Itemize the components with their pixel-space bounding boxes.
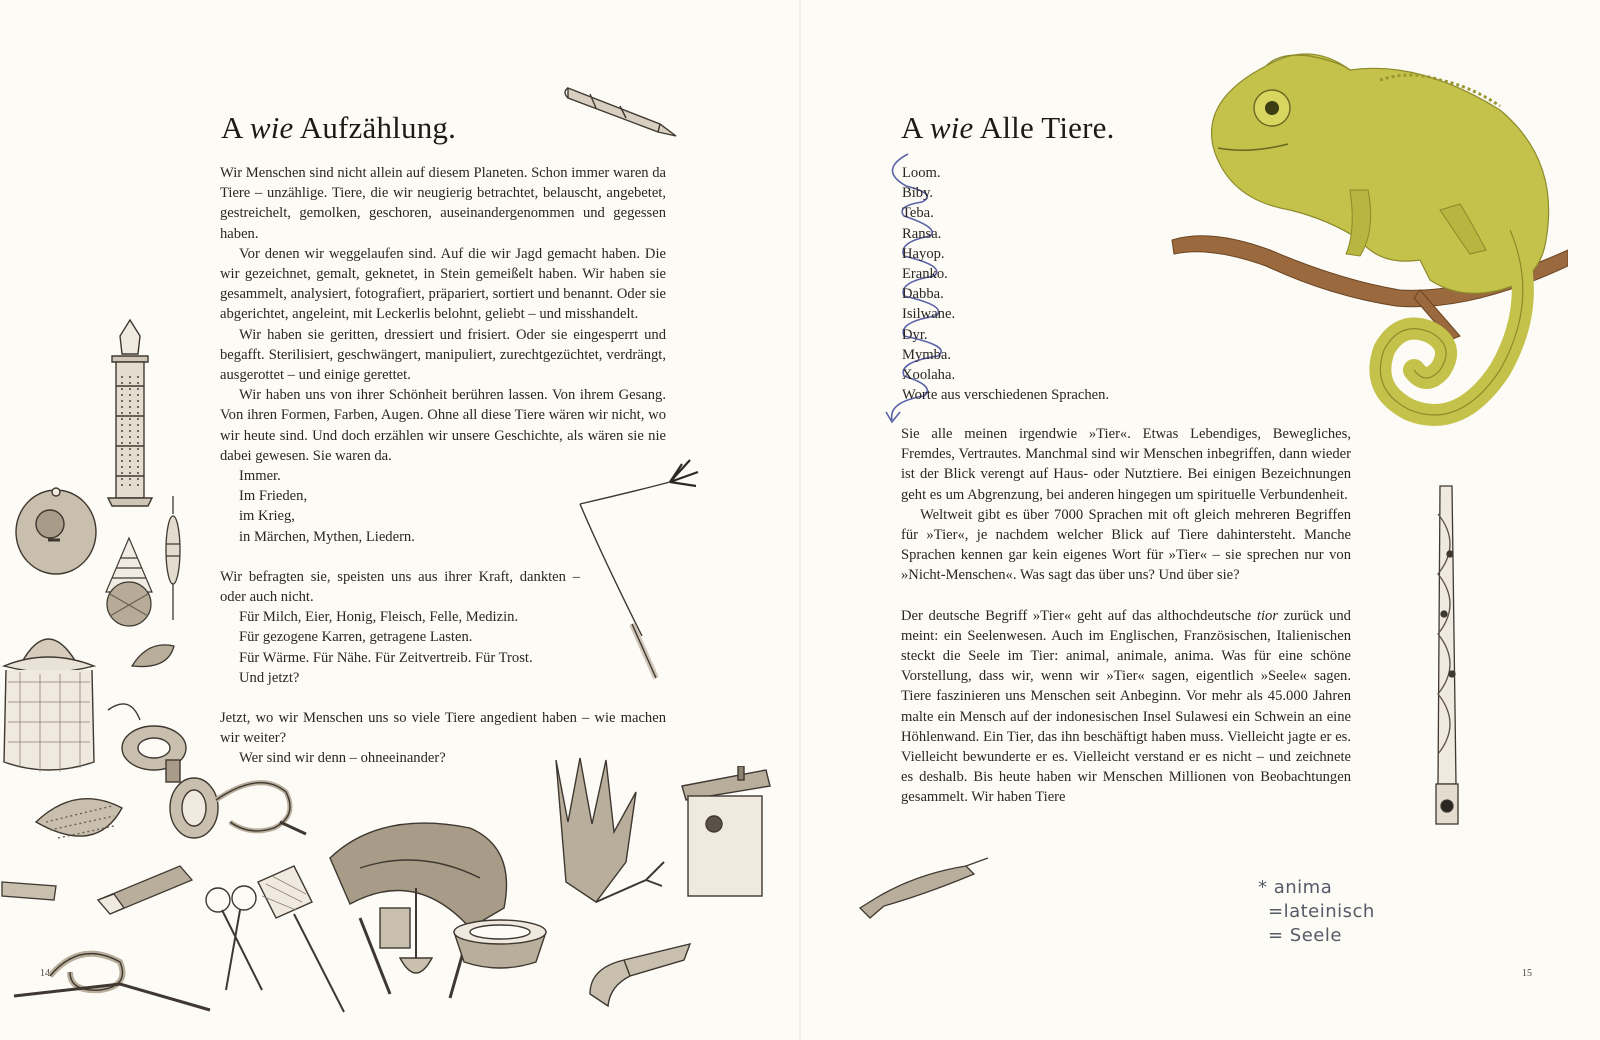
paragraph: Jetzt, wo wir Menschen uns so viele Tiere angedient haben – wie machen wir weiter? xyxy=(220,710,666,747)
paragraph: Weltweit gibt es über 7000 Sprachen mit oft gleich mehreren Begriffen für »Tier«, je nachdem welcher Blick auf Tiere dahintersteht. Manche Sprachen kennen gar kein eigenes Wort für »Tier« – sie sprechen nur von »Nicht-Menschen«. Was sagt das über uns? Und über sie? xyxy=(901,506,1351,584)
brush-illustration xyxy=(26,782,132,860)
leaf-illustration xyxy=(128,638,180,678)
line: Wer sind wir denn – ohneeinander? xyxy=(239,750,446,767)
page-number-left: 14 xyxy=(40,968,50,979)
clipper-illustration xyxy=(94,856,198,920)
right-title-wie: wie xyxy=(929,110,974,145)
cap-illustration xyxy=(8,484,104,580)
right-body-text xyxy=(901,424,1351,808)
list-item: Ransa. xyxy=(902,225,942,242)
book-gutter xyxy=(799,0,801,1040)
glove-illustration xyxy=(536,752,672,912)
page-number-right: 15 xyxy=(1522,968,1532,979)
leash-illustration xyxy=(10,936,216,1022)
right-title-word: Alle Tiere. xyxy=(979,110,1115,145)
list-item: Xoolaha. xyxy=(902,367,956,384)
handwritten-note xyxy=(1258,876,1375,948)
birdhouse-illustration xyxy=(676,766,776,902)
fishing-float-illustration xyxy=(162,494,184,624)
knife-illustration xyxy=(584,934,696,1014)
paragraph: Der deutsche Begriff »Tier« geht auf das althochdeutsche tior zurück und meint: ein Seelenwesen. Auch im Englischen, Französischen, Italienischen steckt die Seele im Tier: animal, animale, anima. Was für eine schöne Vorstellung, dass wir, wenn wir »Tier« sagen, eigentlich »Seele« sagen. Tiere faszinieren uns Menschen seit Anbeginn. Vor mehr als 45.000 Jahren malte ein Mensch auf der indonesischen Insel Sulawesi ein Schwein an eine Höhlenwand. Ein Tier, das ihn beschäftigt haben muss. Vielleicht jagte er es. Vielleicht bewunderte er es. Vielleicht verstand er es nicht – und zeichnete es deshalb. Bis heute haben wir Menschen Millionen von Beobachtungen gesammelt. Wir haben Tiere xyxy=(901,607,1351,806)
line: Im Frieden, xyxy=(239,488,308,505)
bird-feeder-illustration xyxy=(100,316,160,516)
list-item: Eranko. xyxy=(902,266,948,283)
note-line: * anima xyxy=(1258,877,1333,898)
line: Für gezogene Karren, getragene Lasten. xyxy=(239,629,473,646)
left-title-wie: wie xyxy=(249,110,294,145)
line: Immer. xyxy=(239,468,281,485)
whistle-illustration xyxy=(0,872,60,906)
chameleon-illustration xyxy=(1170,40,1568,440)
list-item: Hayop. xyxy=(902,245,945,262)
left-title-a: A xyxy=(221,110,242,145)
paragraph: Wir haben uns von ihrer Schönheit berühren lassen. Von ihrem Gesang. Von ihren Formen, Farben, Augen. Ohne all diese Tiere wären wir nicht, wo wir heute sind. Und doch erzählen wir unsere Geschichte, als wären sie nie dabei gewesen. Sie waren da. xyxy=(220,387,666,464)
list-item: Dyr. xyxy=(902,326,928,343)
list-item: Biby. xyxy=(902,185,934,202)
paragraph: Wir Menschen sind nicht allein auf diesem Planeten. Schon immer waren da Tiere – unzählige. Tiere, die wir neugierig betrachtet, belauscht, angebetet, gestreichelt, gemolken, geschoren, auseinandergenommen und gegessen haben. xyxy=(220,165,667,242)
note-line: = Seele xyxy=(1268,925,1342,946)
list-item: Loom. xyxy=(902,165,941,181)
paragraph: Vor denen wir weggelaufen sind. Auf die wir Jagd gemacht haben. Die wir gezeichnet, gemalt, geknetet, in Stein gemeißelt haben. Wir haben sie gesammelt, analysiert, fotografiert, präpariert, sortiert und benannt. Oder sie abgerichtet, angeleint, mit Leckerlis belohnt, geliebt – und misshandelt. xyxy=(220,245,666,323)
cat-toy-illustration xyxy=(572,456,702,682)
paragraph: Wir befragten sie, speisten uns aus ihrer Kraft, dankten – oder auch nicht. xyxy=(220,568,580,606)
pen-illustration xyxy=(560,74,690,144)
fly-swatter-illustration xyxy=(252,862,362,1016)
note-line: =lateinisch xyxy=(1268,901,1375,922)
list-item: Dabba. xyxy=(902,286,944,303)
beekeeper-hat-illustration xyxy=(0,622,98,778)
paragraph: Wir haben sie geritten, dressiert und frisiert. Oder sie eingesperrt und begafft. Sterilisiert, geschwängert, manipuliert, zurechtgezüchtet, verdrängt, ausgerottet – und einige gerettet. xyxy=(220,326,666,384)
right-title xyxy=(901,110,1115,146)
line: Für Wärme. Für Nähe. Für Zeitvertreib. Für Trost. xyxy=(239,649,533,666)
right-page xyxy=(800,0,1600,1040)
list-item: Isilwane. xyxy=(902,306,956,323)
paragraph: Sie alle meinen irgendwie »Tier«. Etwas Lebendiges, Bewegliches, Fremdes, Vertrautes. Manchmal sind wir Menschen inbegriffen, dann wieder ist der Blick verengt auf Haus- oder Nutztiere. Bei einigen Bezeichnungen geht es um Abgrenzung, bei anderen hingegen um spirituelle Verbundenheit. xyxy=(901,426,1351,503)
line: Und jetzt? xyxy=(239,669,300,686)
list-caption: Worte aus verschiedenen Sprachen. xyxy=(902,387,1110,404)
line: in Märchen, Mythen, Liedern. xyxy=(239,528,415,545)
line: im Krieg, xyxy=(239,508,295,525)
right-title-a: A xyxy=(901,110,922,145)
fish-lure-illustration xyxy=(856,854,992,924)
twisted-rope-illustration xyxy=(1422,484,1474,826)
horn-illustration xyxy=(160,770,310,860)
list-item: Mymba. xyxy=(902,346,952,363)
left-title xyxy=(221,110,456,146)
list-item: Teba. xyxy=(902,205,934,222)
term-tior: tior xyxy=(1256,607,1279,624)
bowl-illustration xyxy=(448,908,552,974)
animal-word-list xyxy=(902,163,1109,405)
net-bag-illustration xyxy=(98,534,160,630)
left-title-word: Aufzählung. xyxy=(299,110,457,145)
line: Für Milch, Eier, Honig, Fleisch, Felle, Medizin. xyxy=(239,609,519,626)
